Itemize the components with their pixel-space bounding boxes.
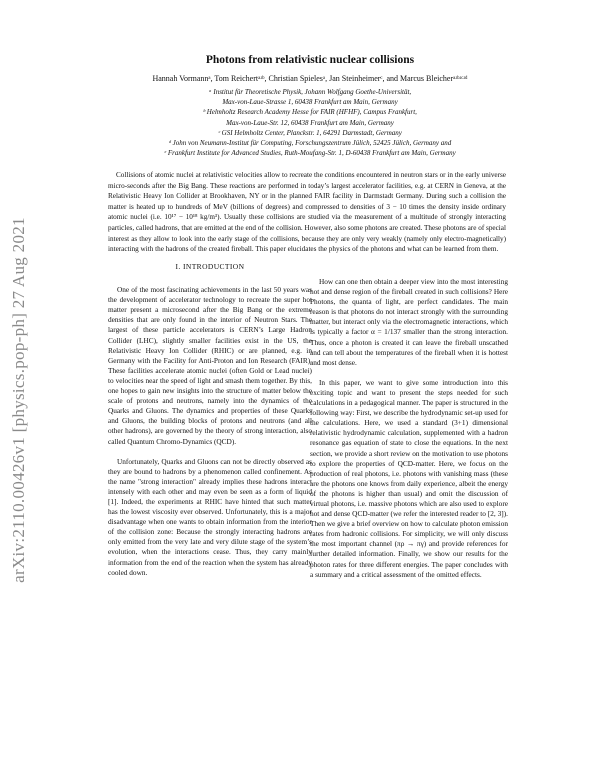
section-heading: I. INTRODUCTION [175, 262, 245, 271]
abstract: Collisions of atomic nuclei at relativistic velocities allow to recreate the conditions encountered in neutron stars or in the early universe micro-seconds after the Big Bang. These reactions are performed in today’s largest accelerator facilities, e.g. at CERN in Geneva, at the Relativistic Heavy Ion Collider at Brookhaven, NY or in the planned FAIR facility in Darmstadt Germany. During such a collision the matter is heated up to hundreds of MeV (billions of degrees) and compressed to densities of 3 − 10 times the density inside ordinary atomic nuclei (i.e. 10¹⁷ − 10¹⁸ kg/m³). Usually these collisions are studied via the measurement of a multitude of strongly interacting particles, called hadrons, that are emitted at the end of the collision. However, also some photons are created. These photons are of special interest as they allow to look into the early stage of the collisions, because they are only very weakly (namely only electro-magnetically) interacting with the hadrons of the created fireball. This paper elucidates the physics of the photons and what can be learned from them. [108, 171, 506, 254]
affiliation-line: ᶜ GSI Helmholtz Center, Planckstr. 1, 64291 Darmstadt, Germany [218, 128, 402, 137]
affiliation-line: ᵃ Institut für Theoretische Physik, Johann Wolfgang Goethe-Universität, [208, 88, 412, 96]
affiliation-line: ᵇ Helmholtz Research Academy Hesse for FAIR (HFHF), Campus Frankfurt, [203, 108, 417, 117]
paper-title: Photons from relativistic nuclear collisions [205, 54, 415, 66]
arxiv-identifier-stamp [2, 150, 36, 650]
right-column [310, 277, 508, 590]
author-list: Hannah Vormannᵃ, Tom Reichertᵃʴᵇ, Christian Spielesᵃ, Jan Steinheimerᶜ, and Marcus Bleicherᵃʴᵇʴᶜʴᵈ [152, 74, 468, 83]
body-paragraph: Unfortunately, Quarks and Gluons can not be directly observed as they are bound to hadrons by a phenomenon called confinement. As the name "strong interaction" already implies these hadrons interact intensely with each other and may even be seen as a form of liquid [1]. Indeed, the experiments at RHIC have hinted that such matter has the lowest viscosity ever observed. Unfortunately, this is a major disadvantage when one wants to obtain information from the interior of the collision zone: Because the strongly interacting hadrons are only emitted from the very late and very dilute stage of the system’s evolution, when the interactions cease. Thus, they carry mainly information from the end of the reaction when the system has already cooled down. [108, 456, 312, 577]
affiliation-line: Max-von-Laue-Str. 12, 60438 Frankfurt am Main, Germany [226, 118, 394, 127]
body-paragraph: One of the most fascinating achievements in the last 50 years was the development of accelerator technology to recreate the super hot matter present a microsecond after the Big Bang or the extreme densities that are only found in the interior of Neutron Stars. The largest of these particle accelerators is CERN’s Large Hadron Collider (LHC), slightly smaller facilities exist in the US, the Relativistic Heavy Ion Collider (RHIC) or are planned, e.g. in Germany with the Facility for Anti-Proton and Ion Research (FAIR). These facilities accelerate atomic nuclei (often Gold or Lead nuclei) to velocities near the speed of light and smash them together. By this, one hopes to gain new insights into the structure of matter below the scale of protons and neutrons, namely into the dynamics of the Quarks and Gluons. The dynamics and properties of these Quarks and Gluons, the building blocks of protons and neutrons (and all other hadrons), are governed by the theory of strong interaction, also called Quantum Chromo-Dynamics (QCD). [108, 285, 312, 446]
affiliation-list [60, 87, 560, 158]
body-paragraph: How can one then obtain a deeper view into the most interesting hot and dense region of the fireball created in such collisions? Here Photons, the quanta of light, are perfect candidates. The main reason is that photons do not interact strongly with the surrounding matter, but interact only via the electromagnetic interactions, which is typically a factor α = 1/137 smaller than the strong interaction. Thus, once a photon is created it can leave the fireball unscathed and can tell about the temperatures of the fireball when it is hottest and most dense. [310, 277, 508, 367]
affiliation-line: Max-von-Laue-Strasse 1, 60438 Frankfurt am Main, Germany [222, 98, 398, 107]
arxiv-id: arXiv:2110.00426v1 [physics.pop-ph] 27 Aug 2021 [9, 217, 29, 583]
left-column [108, 262, 312, 588]
body-paragraph: In this paper, we want to give some introduction into this exciting topic and want to present the steps needed for such calculations in a pedagogical manner. The paper is structured in the following way: First, we describe the hydrodynamic set-up used for the calculations. Here, we used a standard (3+1) dimensional relativistic hydrodynamic calculation, supplemented with a hadron resonance gas equation of state to close the equations. In the next section, we provide a short review on the motivation to use photons to explore the properties of QCD-matter. Here, we focus on the production of real photons, i.e. photons with vanishing mass (these are the photons one knows from daily experience, albeit the energy of the photons is higher than usual) and omit the discussion of virtual photons, i.e. massive photons which are also used to explore hot and dense QCD-matter (we refer the interested reader to [2, 3]). Then we give a brief overview on how to calculate photon emission rates from hadronic collisions. For simplicity, we will only discuss the most important channel (πρ → πγ) and provide references for further detailed information. Finally, we show our results for the photon rates for three different energies. The paper concludes with a summary and a critical assessment of the omitted effects. [310, 377, 508, 579]
affiliation-line: ᵈ John von Neumann-Institut für Computing, Forschungszentrum Jülich, 52425 Jülich, Germany and [168, 139, 452, 148]
affiliation-line: ᵉ Frankfurt Institute for Advanced Studies, Ruth-Moufang-Str. 1, D-60438 Frankfurt am Main, Germany [164, 149, 456, 158]
